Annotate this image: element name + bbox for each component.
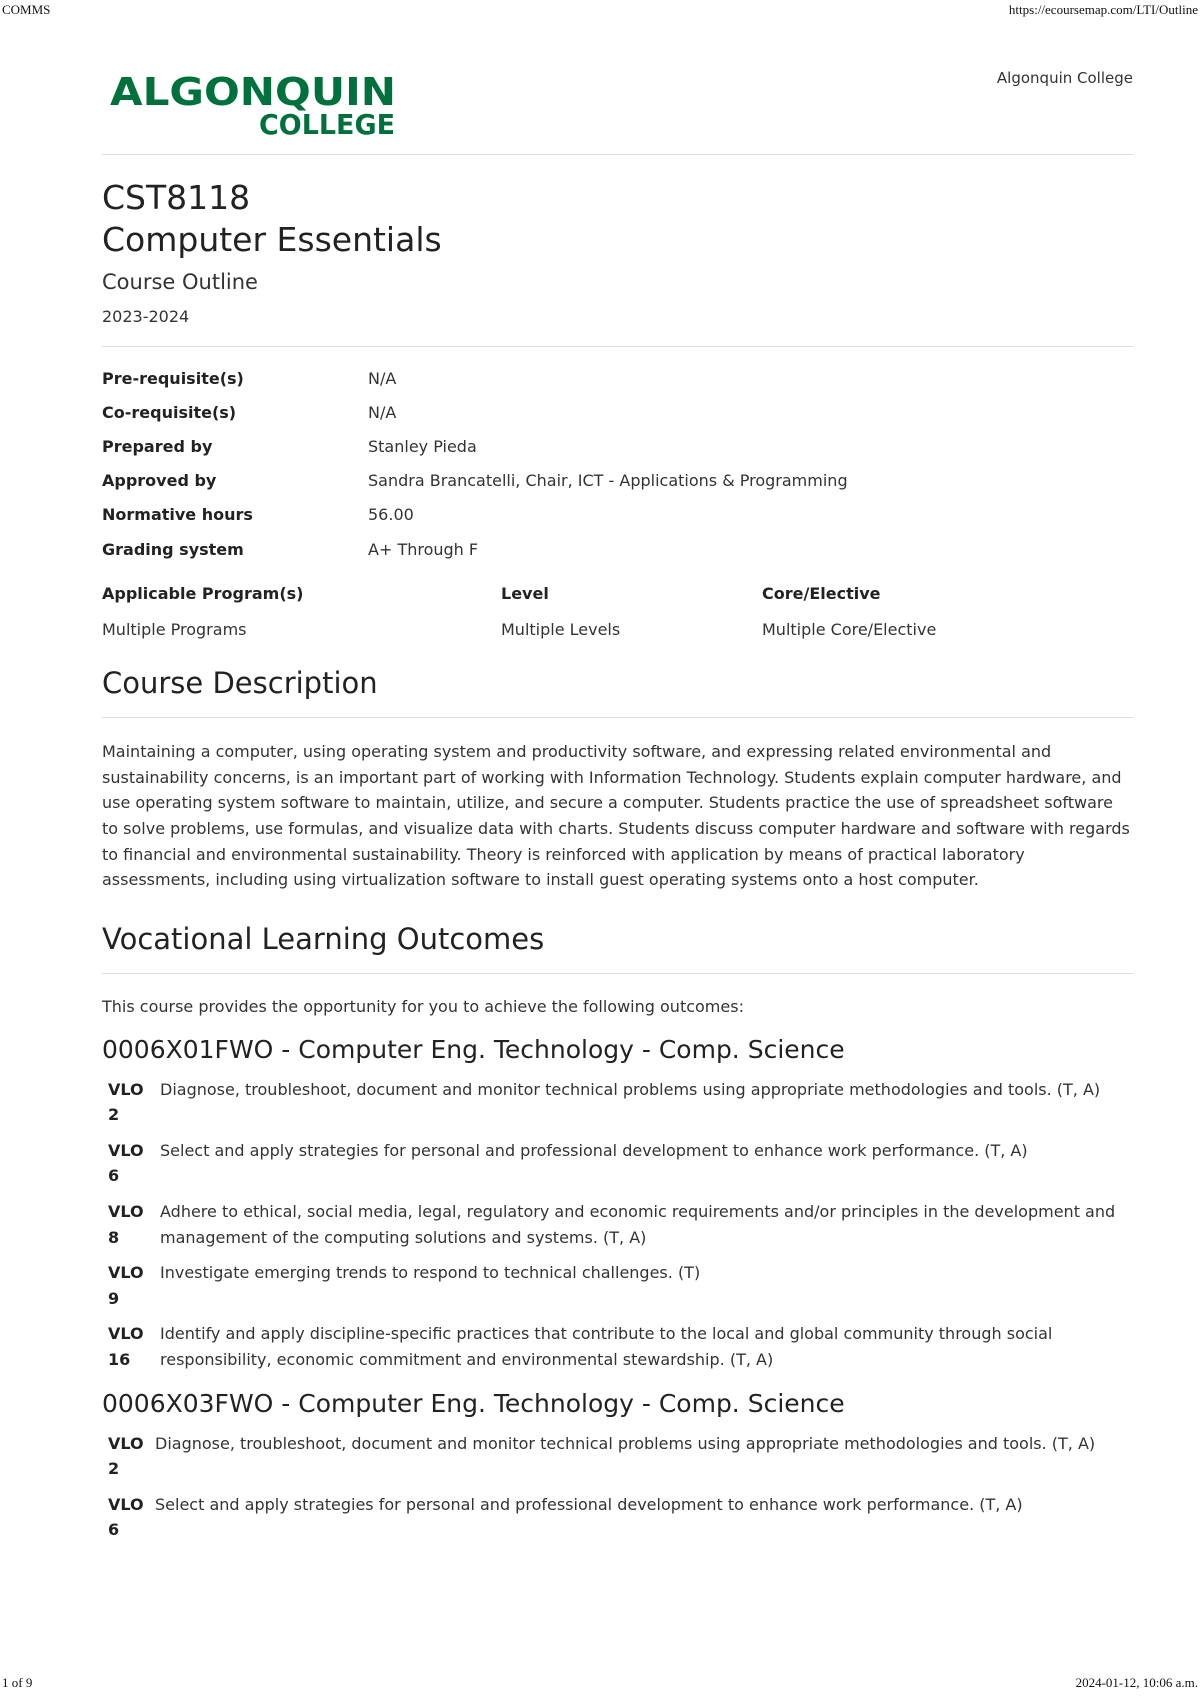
print-header-url: https://ecoursemap.com/LTI/Outline (1008, 2, 1198, 17)
page-header (102, 0, 1133, 155)
course-subtitle: Course Outline (102, 270, 258, 294)
vlo-label: VLO 2 (108, 1079, 144, 1125)
divider (102, 973, 1133, 974)
meta-value: N/A (368, 402, 397, 422)
core-elective-value: Multiple Core/Elective (762, 620, 937, 640)
vlo-label: VLO 2 (108, 1433, 144, 1479)
course-description-text: Maintaining a computer, using operating system and productivity software, and expressing related environmental and sustainability concerns, is an important part of working with Information Technology. Students explain computer hardware, and use operating system software to maintain, utilize, and secure a computer. Students practice the use of spreadsheet software to solve problems, use formulas, and visualize data with charts. Students discuss computer hardware and software with regards to financial and environmental sustainability. Theory is reinforced with application by means of practical laboratory assessments, including using virtualization software to install guest operating systems onto a host computer. (102, 742, 1130, 890)
vlo-text: Investigate emerging trends to respond to technical challenges. (T) (160, 1263, 701, 1283)
vlo-intro: This course provides the opportunity for you to achieve the following outcomes: (102, 996, 744, 1016)
meta-row-grading-system (102, 532, 1133, 566)
meta-row-normative-hours (102, 498, 1133, 532)
vlo-text: Diagnose, troubleshoot, document and monitor technical problems using appropriate methodologies and tools. (T, A) (160, 1079, 1101, 1099)
print-header-left: COMMS (2, 2, 51, 17)
vlo-item (102, 1138, 1133, 1189)
course-description-heading: Course Description (102, 666, 378, 701)
meta-label: Grading system (102, 539, 244, 559)
meta-label: Pre-requisite(s) (102, 368, 244, 388)
vlo-label: VLO 6 (108, 1494, 144, 1540)
vlo-text: Identify and apply discipline-specific practices that contribute to the local and global community through social responsibility, economic commitment and environmental stewardship. (T, A) (160, 1324, 1053, 1370)
level-value: Multiple Levels (501, 620, 621, 640)
org-name: Algonquin College (996, 69, 1133, 87)
programs-value: Multiple Programs (102, 620, 247, 640)
program-title: 0006X01FWO - Computer Eng. Technology - Comp. Science (102, 1034, 845, 1064)
vlo-item (102, 1077, 1133, 1128)
meta-value: Stanley Pieda (368, 436, 477, 456)
meta-label: Normative hours (102, 505, 253, 525)
vlo-text: Adhere to ethical, social media, legal, regulatory and economic requirements and/or principles in the development and management of the computing solutions and systems. (T, A) (160, 1202, 1116, 1247)
meta-label: Approved by (102, 471, 217, 491)
meta-row-approved-by (102, 464, 1133, 498)
course-name: Computer Essentials (102, 220, 442, 259)
course-meta-table (102, 361, 1133, 566)
course-outline-page (102, 0, 1133, 1553)
logo-line-2: COLLEGE (259, 108, 395, 138)
programs-header: Applicable Program(s) (102, 584, 304, 604)
meta-value: A+ Through F (368, 539, 479, 559)
vlo-label: VLO 6 (108, 1140, 144, 1186)
meta-value: Sandra Brancatelli, Chair, ICT - Applications & Programming (368, 471, 848, 491)
course-code: CST8118 (102, 178, 251, 217)
vlo-list (102, 1431, 1133, 1543)
meta-label: Co-requisite(s) (102, 402, 237, 422)
vlo-list (102, 1077, 1133, 1373)
meta-row-prerequisites (102, 361, 1133, 395)
core-elective-header: Core/Elective (762, 584, 881, 604)
vlo-label: VLO 8 (108, 1202, 144, 1247)
level-header: Level (501, 584, 549, 604)
course-year: 2023-2024 (102, 307, 190, 326)
vlo-label: VLO 9 (108, 1263, 144, 1308)
program-title: 0006X03FWO - Computer Eng. Technology - Comp. Science (102, 1388, 845, 1418)
vlo-text: Diagnose, troubleshoot, document and monitor technical problems using appropriate methodologies and tools. (T, A) (155, 1433, 1096, 1453)
meta-value: N/A (368, 368, 397, 388)
applicable-programs-table (102, 582, 1133, 642)
meta-value: 56.00 (368, 505, 414, 525)
page-counter: 1 of 9 (2, 1675, 33, 1690)
vlo-item (102, 1260, 1133, 1311)
logo-line-1: ALGONQUIN (110, 72, 396, 114)
divider (102, 346, 1133, 347)
algonquin-college-logo (108, 72, 398, 138)
vlo-item (102, 1321, 1133, 1372)
meta-row-prepared-by (102, 429, 1133, 463)
vlo-item (102, 1199, 1133, 1250)
vlo-label: VLO 16 (108, 1324, 144, 1370)
vlo-item (102, 1431, 1133, 1482)
vlo-item (102, 1492, 1133, 1543)
vlo-heading: Vocational Learning Outcomes (102, 921, 545, 956)
print-timestamp: 2024-01-12, 10:06 a.m. (1075, 1675, 1198, 1690)
vlo-text: Select and apply strategies for personal and professional development to enhance work performance. (T, A) (160, 1140, 1028, 1160)
vlo-text: Select and apply strategies for personal and professional development to enhance work performance. (T, A) (155, 1494, 1023, 1514)
meta-row-corequisites (102, 395, 1133, 429)
meta-label: Prepared by (102, 436, 213, 456)
divider (102, 717, 1133, 718)
